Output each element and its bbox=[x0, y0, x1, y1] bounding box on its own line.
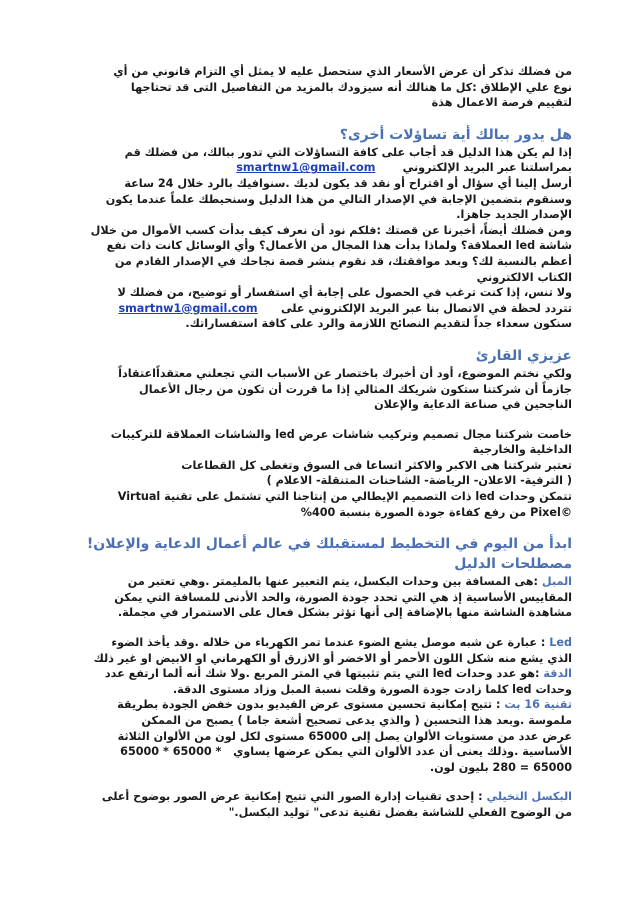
definition-text: :هى المسافة بين وحدات البكسل، يتم التعبير عنها بالمليمتر .وهي تعتبر من bbox=[127, 575, 538, 589]
led-definition bbox=[64, 635, 572, 666]
questions-line: إذا لم يكن هذا الدليل قد أجاب على كافة التساؤلات التي تدور ببالك، من فضلك قم bbox=[124, 145, 572, 159]
company-line: خاصت شركتنا مجال تصميم وتركيب شاشات عرض led والشاشات العملاقة للتركيبات bbox=[110, 427, 572, 441]
company-section bbox=[64, 427, 572, 521]
term-label: البكسل التخيلي bbox=[486, 790, 572, 804]
questions-line: أعظم بالنسبة لك؟ وبعد موافقتك، قد نقوم بنشر قصة نجاحك في الإصدار القادم من bbox=[114, 254, 572, 268]
questions-line bbox=[64, 160, 572, 176]
pitch-definition bbox=[64, 574, 572, 621]
company-line: تعتبر شركتنا هى الاكبر والاكثر اتساعا فى السوق وتغطى كل القطاعات bbox=[181, 458, 572, 472]
reader-line: ولكي نختم الموضوع، أود أن أخبرك باختصار عن الأسباب التي تجعلني معتقداًاعتقاداً bbox=[118, 366, 572, 380]
glossary-line bbox=[64, 697, 572, 713]
glossary-line: وحدات led كلما زادت جودة الصورة وقلت نسبة المبل وزاد مستوى الدقة. bbox=[172, 682, 572, 696]
questions-line: سنكون سعداء جداً لتقديم النصائح اللازمة والرد على كافة استفساراتك. bbox=[185, 317, 572, 331]
glossary-line bbox=[64, 744, 572, 760]
reader-section bbox=[64, 346, 572, 413]
bit-definition bbox=[64, 697, 572, 775]
glossary-line: من الوضوح الفعلي للشاشة بفضل تقنية تدعى" توليد البكسل." bbox=[228, 805, 572, 819]
reader-heading: عزيزي القارئ bbox=[475, 347, 572, 364]
glossary-line bbox=[64, 574, 572, 590]
glossary-line: المقاييس الأساسية إذ هي التي تحدد جودة الصورة، والحد الأدنى للمسافة التي يمكن bbox=[114, 590, 572, 604]
reader-line: جازماً أن شركتنا ستكون شريكك المثالي إذا ما قررت أن تكون من رجال الأعمال bbox=[139, 382, 572, 396]
questions-line: الكتاب الالكتروني bbox=[476, 270, 572, 284]
questions-line: أرسل إلينا أي سؤال أو اقتراح أو نقد قد يكون لديك .سنوافيك بالرد خلال 24 ساعة bbox=[124, 176, 572, 190]
email-link[interactable]: smartnw1@gmail.com bbox=[118, 301, 258, 315]
glossary-line bbox=[64, 666, 572, 682]
email-prefix: بمراسلتنا عبر البريد الإلكتروني bbox=[402, 161, 572, 175]
term-label: الدقة bbox=[543, 667, 572, 681]
questions-line: وسنقوم بتضمين الإجابة في الإصدار التالي من هذا الدليل وسنحيطك علماً عندما يكون bbox=[105, 192, 572, 206]
intro-line: نوع علي الإطلاق :كل ما هنالك أنه سيزودك بالمزيد من التفاصيل التى قد تحتاجها bbox=[130, 80, 572, 94]
questions-line: ومن فضلك أيضاً، أخبرنا عن قصتك :فلكم نود أن نعرف كيف بدأت كسب الأموال من خلال bbox=[90, 223, 572, 237]
reader-line: الناجحين في صناعة الدعاية والإعلان bbox=[374, 398, 572, 412]
glossary-line bbox=[64, 789, 572, 805]
questions-line: ولا تنس، إذا كنت ترغب في الحصول على إجابة أي استفسار أو توضيح، من فضلك لا bbox=[117, 286, 572, 300]
formula-text: 65000 * 65000 * bbox=[120, 745, 222, 759]
questions-line bbox=[64, 301, 572, 317]
glossary-line: عرض عدد من مستويات الألوان يصل إلى 65000 مستوى لكل لون من الألوان الثلاثة bbox=[117, 729, 572, 743]
questions-heading: هل يدور ببالك أية تساؤلات أخرى؟ bbox=[339, 126, 572, 143]
definition-text: : عبارة عن شبه موصل يشع الضوء عندما تمر الكهرباء من خلاله .وقد يأخذ الضوء bbox=[111, 636, 546, 650]
company-line: ( الترفية- الاعلان- الرياضة- الشاحنات المتنقلة- الاعلام ) bbox=[266, 474, 572, 488]
email-prefix: تتردد لحظة في الاتصال بنا عبر البريد الإلكتروني على bbox=[280, 301, 572, 315]
intro-line: لتقييم فرصة الاعمال هذة bbox=[431, 96, 572, 110]
company-line: ©Pixel من رفع كفاءة جودة الصورة بنسبة 400% bbox=[300, 505, 572, 519]
company-line: الداخلية والخارجية bbox=[472, 443, 572, 457]
term-label: Led bbox=[549, 636, 572, 650]
definition-text: :هو عدد وحدات led التي يتم تثبيتها في المتر المربع .ولا شك أنه ألما ارتفع عدد bbox=[104, 667, 540, 681]
definition-text: : إحدى تقنيات إدارة الصور التي تتيح إمكانية عرض الصور بوضوح أعلى bbox=[101, 790, 483, 804]
questions-section bbox=[64, 125, 572, 332]
glossary-section bbox=[64, 534, 572, 820]
definition-text: : تتيح إمكانية تحسين مستوى عرض الفيديو بدون خفض الجودة بطريقة bbox=[117, 698, 501, 712]
questions-line: الإصدار الجديد جاهزا. bbox=[456, 208, 572, 222]
questions-line: شاشة led العملاقة؟ ولماذا بدأت هذا المجال من الأعمال؟ وأي الوسائل كانت ذات نفع bbox=[106, 239, 572, 253]
glossary-line bbox=[64, 635, 572, 651]
glossary-line: الذي يشع منه شكل اللون الأحمر أو الاخضر أو الازرق أو الكهرماني او الابيض او غير ذلك bbox=[93, 651, 572, 665]
intro-paragraph bbox=[64, 64, 572, 111]
term-label: المبل bbox=[541, 575, 572, 589]
term-label: تقنية 16 بت bbox=[504, 698, 572, 712]
glossary-line: 65000 = 280 بليون لون. bbox=[429, 760, 572, 774]
glossary-line: ملموسة .وبعد هذا التحسين ( والذي يدعى تصحيح أشعة جاما ) يصبح من الممكن bbox=[141, 714, 572, 727]
glossary-heading: ابدأ من اليوم في التخطيط لمستقبلك في عالم أعمال الدعاية والإعلان! bbox=[86, 536, 572, 553]
glossary-subheading: مصطلحات الدليل bbox=[454, 556, 572, 573]
glossary-line: مشاهدة الشاشة منها بالإضافة إلى أنها تؤثر بشكل فعال على الاستمرار في مجملة. bbox=[117, 606, 572, 620]
company-line: تتمكن وحدات led ذات التصميم الإيطالي من إنتاجنا التي تشتمل على تقنية Virtual bbox=[117, 490, 572, 504]
definition-text: الأساسية .وذلك يعنى أن عدد الألوان التي يمكن عرضها يساوي bbox=[233, 745, 572, 759]
intro-line: من فضلك تذكر أن عرض الأسعار الذي ستحصل عليه لا يمثل أي التزام قانوني من أي bbox=[113, 65, 572, 78]
virtual-pixel-definition bbox=[64, 789, 572, 820]
resolution-definition bbox=[64, 666, 572, 697]
email-link[interactable]: smartnw1@gmail.com bbox=[236, 161, 376, 175]
